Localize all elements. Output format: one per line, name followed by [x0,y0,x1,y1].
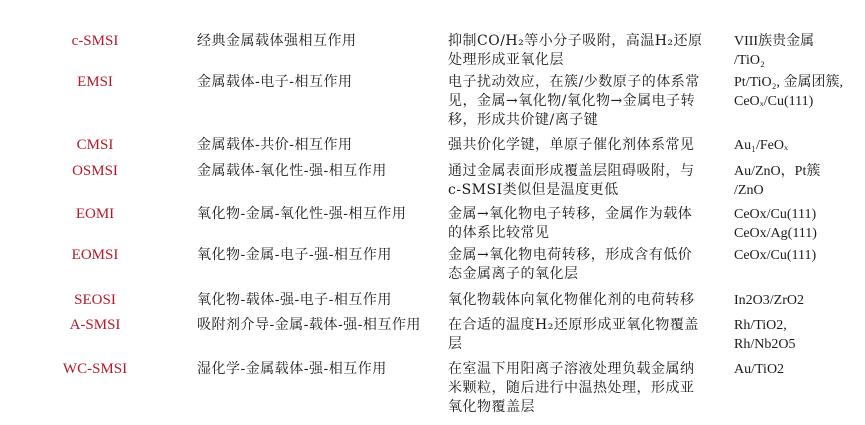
abbreviation: EMSI [77,74,113,90]
example-systems: CeOx/Cu(111) CeOx/Ag(111) [734,207,817,241]
description: 抑制CO/H₂等小分子吸附，高温H₂还原 处理形成亚氧化层 [448,33,703,68]
interaction-name: 金属载体-电子-相互作用 [197,74,353,90]
description: 电子扰动效应，在簇/少数原子的体系常 见，金属→氧化物/氧化物→金属电子转 移，形成共价键/离子键 [448,74,700,128]
example-systems: Au₁/FeOₓ [734,138,789,153]
description: 在室温下用阳离子溶液处理负载金属纳 米颗粒，随后进行中温热处理，形成亚 氧化物覆盖层 [448,361,695,415]
description: 在合适的温度H₂还原形成亚氧化物覆盖 层 [448,317,699,352]
example-systems: Rh/TiO2, Rh/Nb2O5 [734,318,796,352]
interaction-name: 经典金属载体强相互作用 [197,33,357,49]
interaction-name: 吸附剂介导-金属-载体-强-相互作用 [197,317,421,333]
description: 通过金属表面形成覆盖层阻碍吸附，与 c-SMSI类似但是温度更低 [448,163,695,198]
abbreviation: OSMSI [72,163,118,179]
example-systems: Pt/TiO₂, 金属团簇, CeOₓ/Cu(111) [734,75,844,109]
example-systems: VIII族贵金属 /TiO₂ [734,34,815,68]
abbreviation: CMSI [76,137,114,153]
abbreviation: c-SMSI [71,33,119,49]
abbreviation: WC-SMSI [62,361,128,377]
description: 金属→氧化物电子转移，金属作为载体 的体系比较常见 [448,206,693,241]
description: 强共价化学键，单原子催化剂体系常见 [448,137,695,153]
description: 氧化物载体向氧化物催化剂的电荷转移 [448,292,695,308]
description: 金属→氧化物电荷转移，形成含有低价 态金属离子的氧化层 [448,247,693,282]
example-systems: Au/TiO2 [734,362,785,377]
interaction-name: 金属载体-氧化性-强-相互作用 [197,163,387,179]
interaction-name: 湿化学-金属载体-强-相互作用 [197,361,387,377]
interaction-name: 氧化物-载体-强-电子-相互作用 [197,292,392,308]
abbreviation: EOMSI [71,247,119,263]
abbreviation: EOMI [75,206,115,222]
abbreviation: SEOSI [74,292,116,308]
interaction-name: 金属载体-共价-相互作用 [197,137,353,153]
example-systems: Au/ZnO，Pt簇 /ZnO [734,164,821,198]
abbreviation: A-SMSI [69,317,121,333]
example-systems: In2O3/ZrO2 [734,293,804,308]
interaction-name: 氧化物-金属-氧化性-强-相互作用 [197,206,407,222]
interaction-name: 氧化物-金属-电子-强-相互作用 [197,247,392,263]
example-systems: CeOx/Cu(111) [734,248,817,263]
